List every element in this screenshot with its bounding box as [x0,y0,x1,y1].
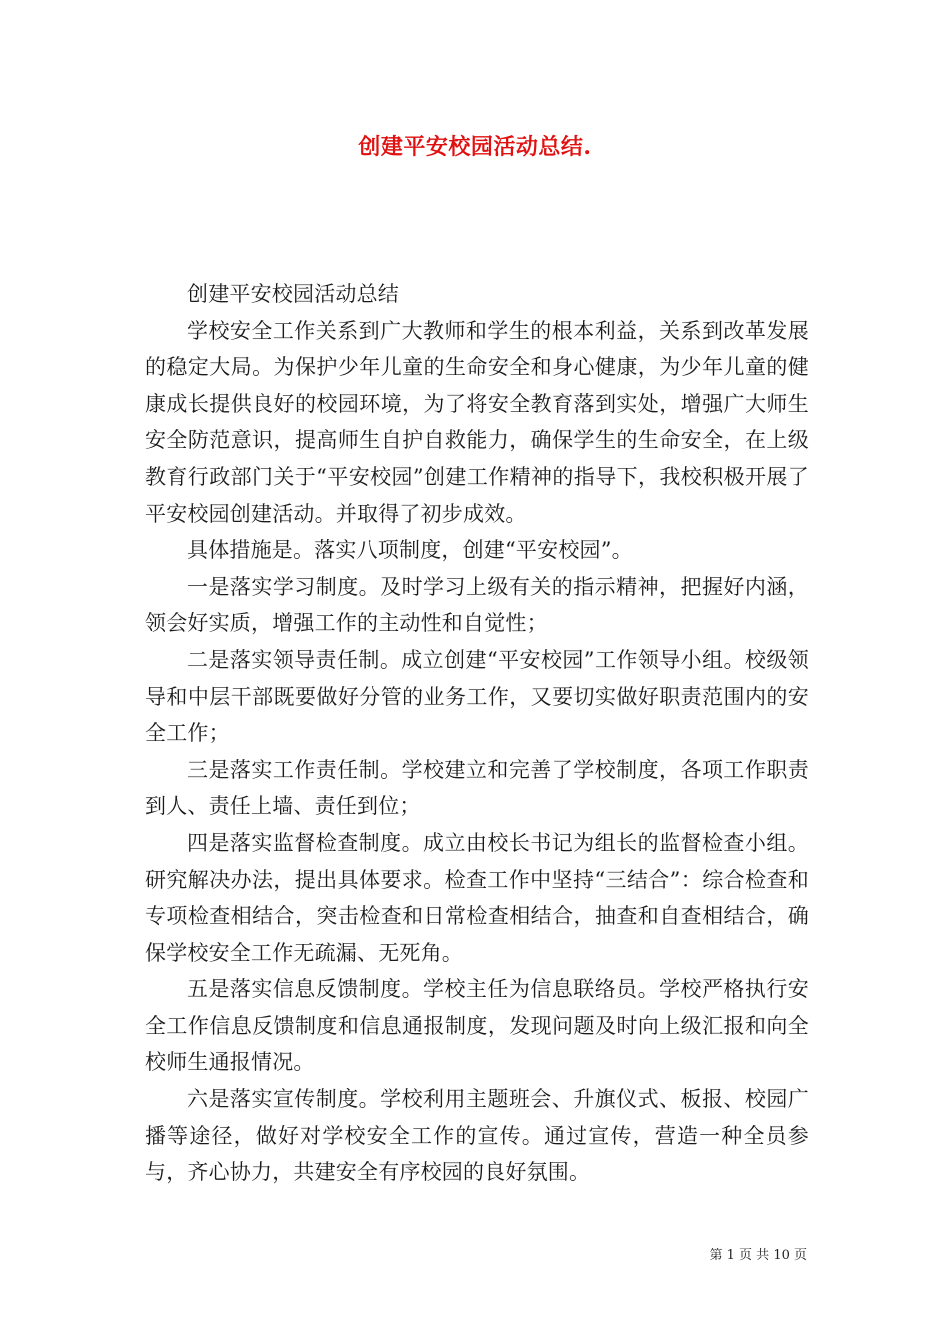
paragraph-measures: 具体措施是。落实八项制度，创建“平安校园”。 [187,538,633,563]
page-number-footer: 第 1 页 共 10 页 [709,1248,807,1263]
document-body [145,276,809,1191]
paragraph-intro: 学校安全工作关系到广大教师和学生的根本利益，关系到改革发展的稳定大局。为保护少年儿童的生命安全和身心健康，为少年儿童的健康成长提供良好的校园环境，为了将安全教育落到实处，增强广大师生安全防范意识，提高师生自护自救能力，确保学生的生命安全，在上级教育行政部门关于“平安校园”创建工作精神的指导下，我校积极开展了平安校园创建活动。并取得了初步成效。 [145,318,809,526]
paragraph-item-4: 四是落实监督检查制度。成立由校长书记为组长的监督检查小组。研究解决办法，提出具体要求。检查工作中坚持“三结合”：综合检查和专项检查相结合，突击检查和日常检查相结合，抽查和自查相结合，确保学校安全工作无疏漏、无死角。 [145,830,809,965]
paragraph-item-3: 三是落实工作责任制。学校建立和完善了学校制度，各项工作职责到人、责任上墙、责任到位； [145,757,809,819]
paragraph-item-5: 五是落实信息反馈制度。学校主任为信息联络员。学校严格执行安全工作信息反馈制度和信息通报制度，发现问题及时向上级汇报和向全校师生通报情况。 [145,977,809,1075]
document-title: 创建平安校园活动总结. [358,134,592,160]
paragraph-item-2: 二是落实领导责任制。成立创建“平安校园”工作领导小组。校级领导和中层干部既要做好分管的业务工作，又要切实做好职责范围内的安全工作； [145,647,809,746]
paragraph-item-6: 六是落实宣传制度。学校利用主题班会、升旗仪式、板报、校园广播等途径，做好对学校安全工作的宣传。通过宣传，营造一种全员参与，齐心协力，共建安全有序校园的良好氛围。 [145,1087,809,1185]
paragraph-subtitle: 创建平安校园活动总结 [187,282,399,306]
paragraph-item-1: 一是落实学习制度。及时学习上级有关的指示精神，把握好内涵，领会好实质，增强工作的主动性和自觉性； [145,574,809,636]
